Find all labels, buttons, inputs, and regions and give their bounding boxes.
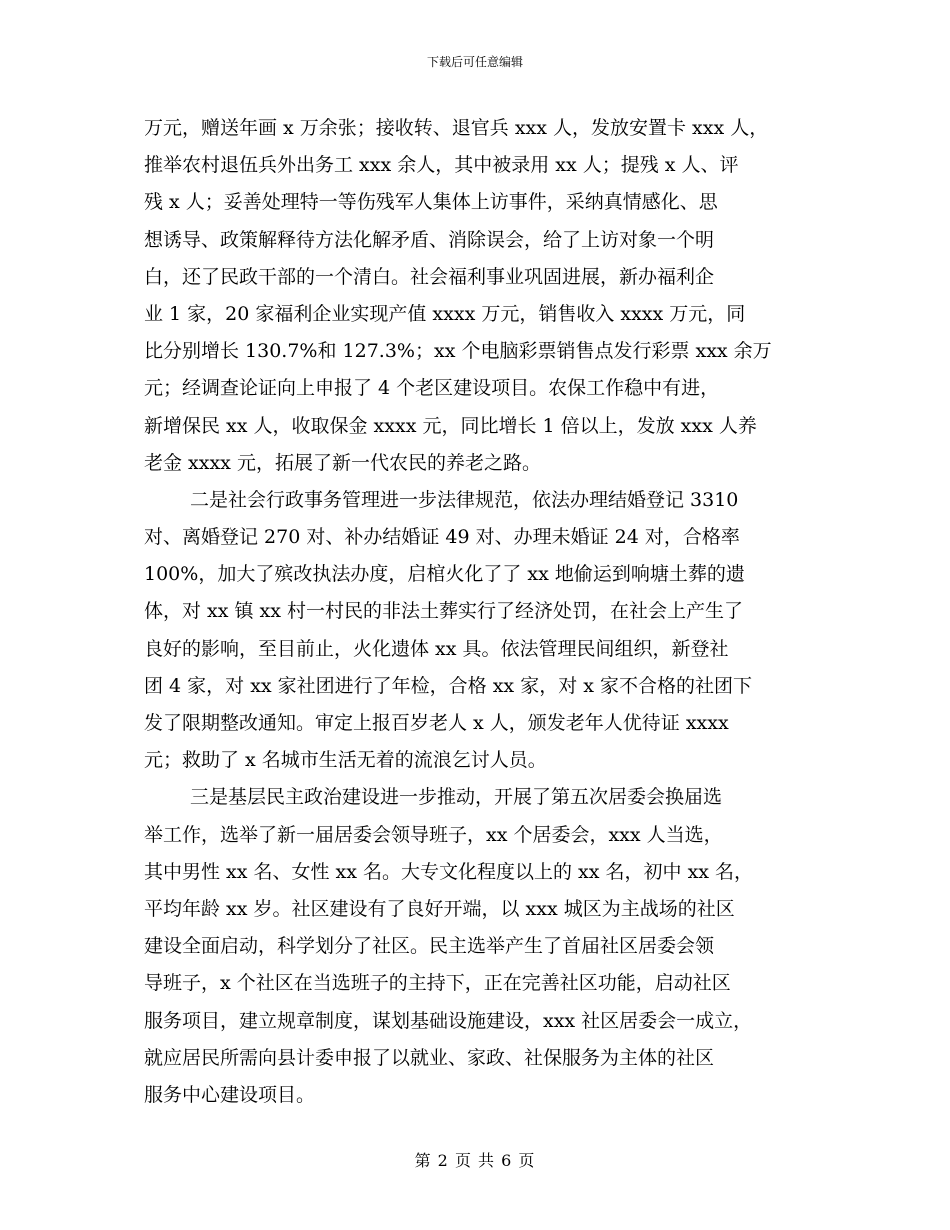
body-line-16: 团 4 家，对 xx 家社团进行了年检，合格 xx 家，对 x 家不合格的社团下 bbox=[144, 674, 752, 697]
paragraph-2-start: 二是社会行政事务管理进一步法律规范，依法办理结婚登记 3310 bbox=[190, 488, 739, 511]
body-line-24: 导班子，x 个社区在当选班子的主持下，正在完善社区功能，启动社区 bbox=[144, 972, 731, 995]
body-line-27: 服务中心建设项目。 bbox=[144, 1083, 316, 1106]
body-line-1: 万元，赠送年画 x 万余张；接收转、退官兵 xxx 人，发放安置卡 xxx 人， bbox=[144, 117, 769, 139]
body-line-8: 元；经调查论证向上申报了 4 个老区建设项目。农保工作稳中有进， bbox=[144, 377, 720, 400]
document-body bbox=[144, 110, 824, 1114]
body-line-21: 其中男性 xx 名、女性 xx 名。大专文化程度以上的 xx 名，初中 xx 名， bbox=[144, 860, 754, 883]
body-line-2: 推举农村退伍兵外出务工 xxx 余人，其中被录用 xx 人；提残 x 人、评 bbox=[144, 154, 739, 177]
body-line-13: 100%，加大了殡改执法办度，启棺火化了了 xx 地偷运到响塘土葬的遗 bbox=[144, 563, 745, 586]
body-line-6: 业 1 家，20 家福利企业实现产值 xxxx 万元，销售收入 xxxx 万元，同 bbox=[144, 302, 746, 325]
body-line-3: 残 x 人；妥善处理特一等伤残军人集体上访事件，采纳真情感化、思 bbox=[144, 191, 718, 214]
page-number-footer: 第 2 页 共 6 页 bbox=[414, 1151, 536, 1170]
body-line-7: 比分别增长 130.7%和 127.3%；xx 个电脑彩票销售点发行彩票 xxx 余万 bbox=[144, 340, 772, 363]
body-line-26: 就应居民所需向县计委申报了以就业、家政、社保服务为主体的社区 bbox=[144, 1046, 715, 1069]
body-line-10: 老金 xxxx 元，拓展了新一代农民的养老之路。 bbox=[144, 451, 541, 474]
body-line-4: 想诱导、政策解释待方法化解矛盾、消除误会，给了上访对象一个明 bbox=[144, 228, 715, 251]
body-line-12: 对、离婚登记 270 对、补办结婚证 49 对、办理未婚证 24 对，合格率 bbox=[144, 526, 740, 549]
body-line-18: 元；救助了 x 名城市生活无着的流浪乞讨人员。 bbox=[144, 749, 547, 772]
body-line-22: 平均年龄 xx 岁。社区建设有了良好开端，以 xxx 城区为主战场的社区 bbox=[144, 897, 735, 920]
body-line-17: 发了限期整改通知。审定上报百岁老人 x 人，颁发老年人优待证 xxxx bbox=[144, 712, 729, 734]
body-line-14: 体，对 xx 镇 xx 村一村民的非法土葬实行了经济处罚，在社会上产生了 bbox=[144, 600, 744, 623]
body-line-23: 建设全面启动，科学划分了社区。民主选举产生了首届社区居委会领 bbox=[144, 935, 715, 958]
paragraph-3-start: 三是基层民主政治建设进一步推动，开展了第五次居委会换届选 bbox=[190, 786, 723, 809]
page-header: 下载后可任意编辑 bbox=[426, 55, 523, 69]
body-line-20: 举工作，选举了新一届居委会领导班子，xx 个居委会，xxx 人当选， bbox=[144, 823, 723, 846]
body-line-5: 白，还了民政干部的一个清白。社会福利事业巩固进展，新办福利企 bbox=[144, 265, 715, 288]
body-line-25: 服务项目，建立规章制度，谋划基础设施建设，xxx 社区居委会一成立， bbox=[144, 1009, 753, 1032]
body-line-15: 良好的影响，至目前止，火化遗体 xx 具。依法管理民间组织，新登社 bbox=[144, 637, 729, 660]
body-line-9: 新增保民 xx 人，收取保金 xxxx 元，同比增长 1 倍以上，发放 xxx 人养 bbox=[144, 414, 757, 437]
